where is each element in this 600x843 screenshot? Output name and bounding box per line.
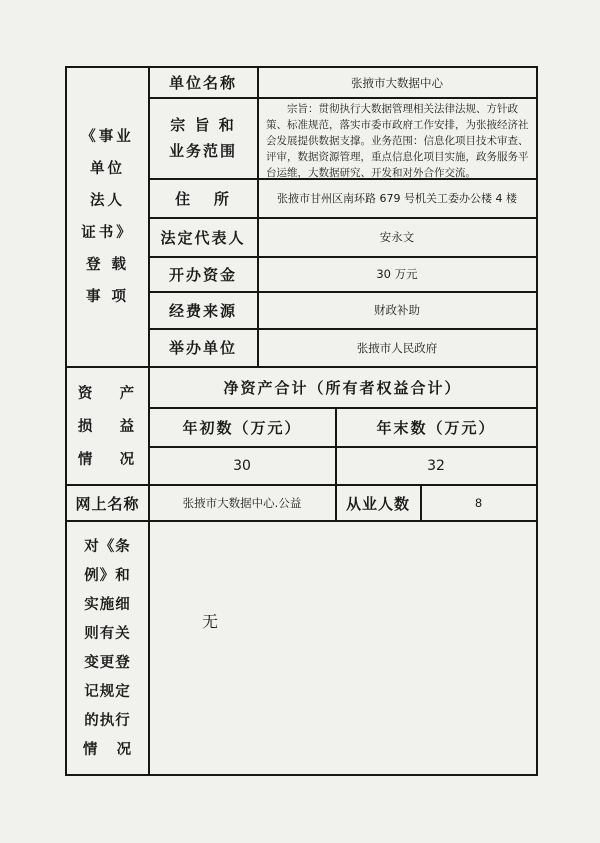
unit-name-label: 单位名称: [168, 74, 237, 92]
online-name-value: 张掖市大数据中心.公益: [182, 496, 302, 510]
funding-label: 经费来源: [168, 301, 237, 320]
border-bottom: [65, 774, 538, 776]
registration-section-label: 《事业 单位 法人 证书》 登 载 事 项: [81, 128, 134, 305]
sponsor-label: 举办单位: [168, 339, 237, 357]
funding-value: 财政补助: [374, 303, 420, 317]
compliance-value: 无: [202, 611, 219, 631]
legal-rep-label: 法定代表人: [160, 228, 246, 247]
address-label: 住 所: [175, 189, 231, 208]
unit-name-value: 张掖市大数据中心: [351, 75, 443, 90]
staff-count-value: 8: [474, 496, 483, 510]
capital-label: 开办资金: [168, 265, 237, 284]
net-assets-header: 净资产合计（所有者权益合计）: [223, 379, 462, 397]
begin-year-value: 30: [233, 457, 251, 474]
legal-rep-value: 安永文: [379, 230, 415, 244]
staff-count-label: 从业人数: [345, 494, 410, 513]
assets-section-label: 资 产 损 益 情 况: [77, 384, 138, 468]
capital-value: 30 万元: [376, 267, 418, 281]
begin-year-label: 年初数（万元）: [182, 418, 302, 437]
purpose-label: 宗 旨 和 业务范围: [168, 116, 237, 160]
purpose-value: 宗旨：贯彻执行大数据管理相关法律法规、方针政策、标准规范，落实市委市政府工作安排，为张掖经济社会发展提供数据支撑。业务范围：信息化项目技术审查、评审，数据资源管理，重点信息化项目实施，政务服务平台运维，大数据研究、开发和对外合作交流。: [266, 103, 529, 178]
sponsor-value: 张掖市人民政府: [356, 340, 438, 355]
online-name-label: 网上名称: [75, 494, 140, 513]
border-right: [536, 66, 538, 776]
address-value: 张掖市甘州区南环路 679 号机关工委办公楼 4 楼: [277, 192, 517, 205]
compliance-label: 对《条 例》和 实施细 则有关 变更登 记规定 的执行 情 况: [82, 538, 133, 758]
end-year-value: 32: [427, 457, 445, 474]
end-year-label: 年末数（万元）: [376, 418, 496, 437]
